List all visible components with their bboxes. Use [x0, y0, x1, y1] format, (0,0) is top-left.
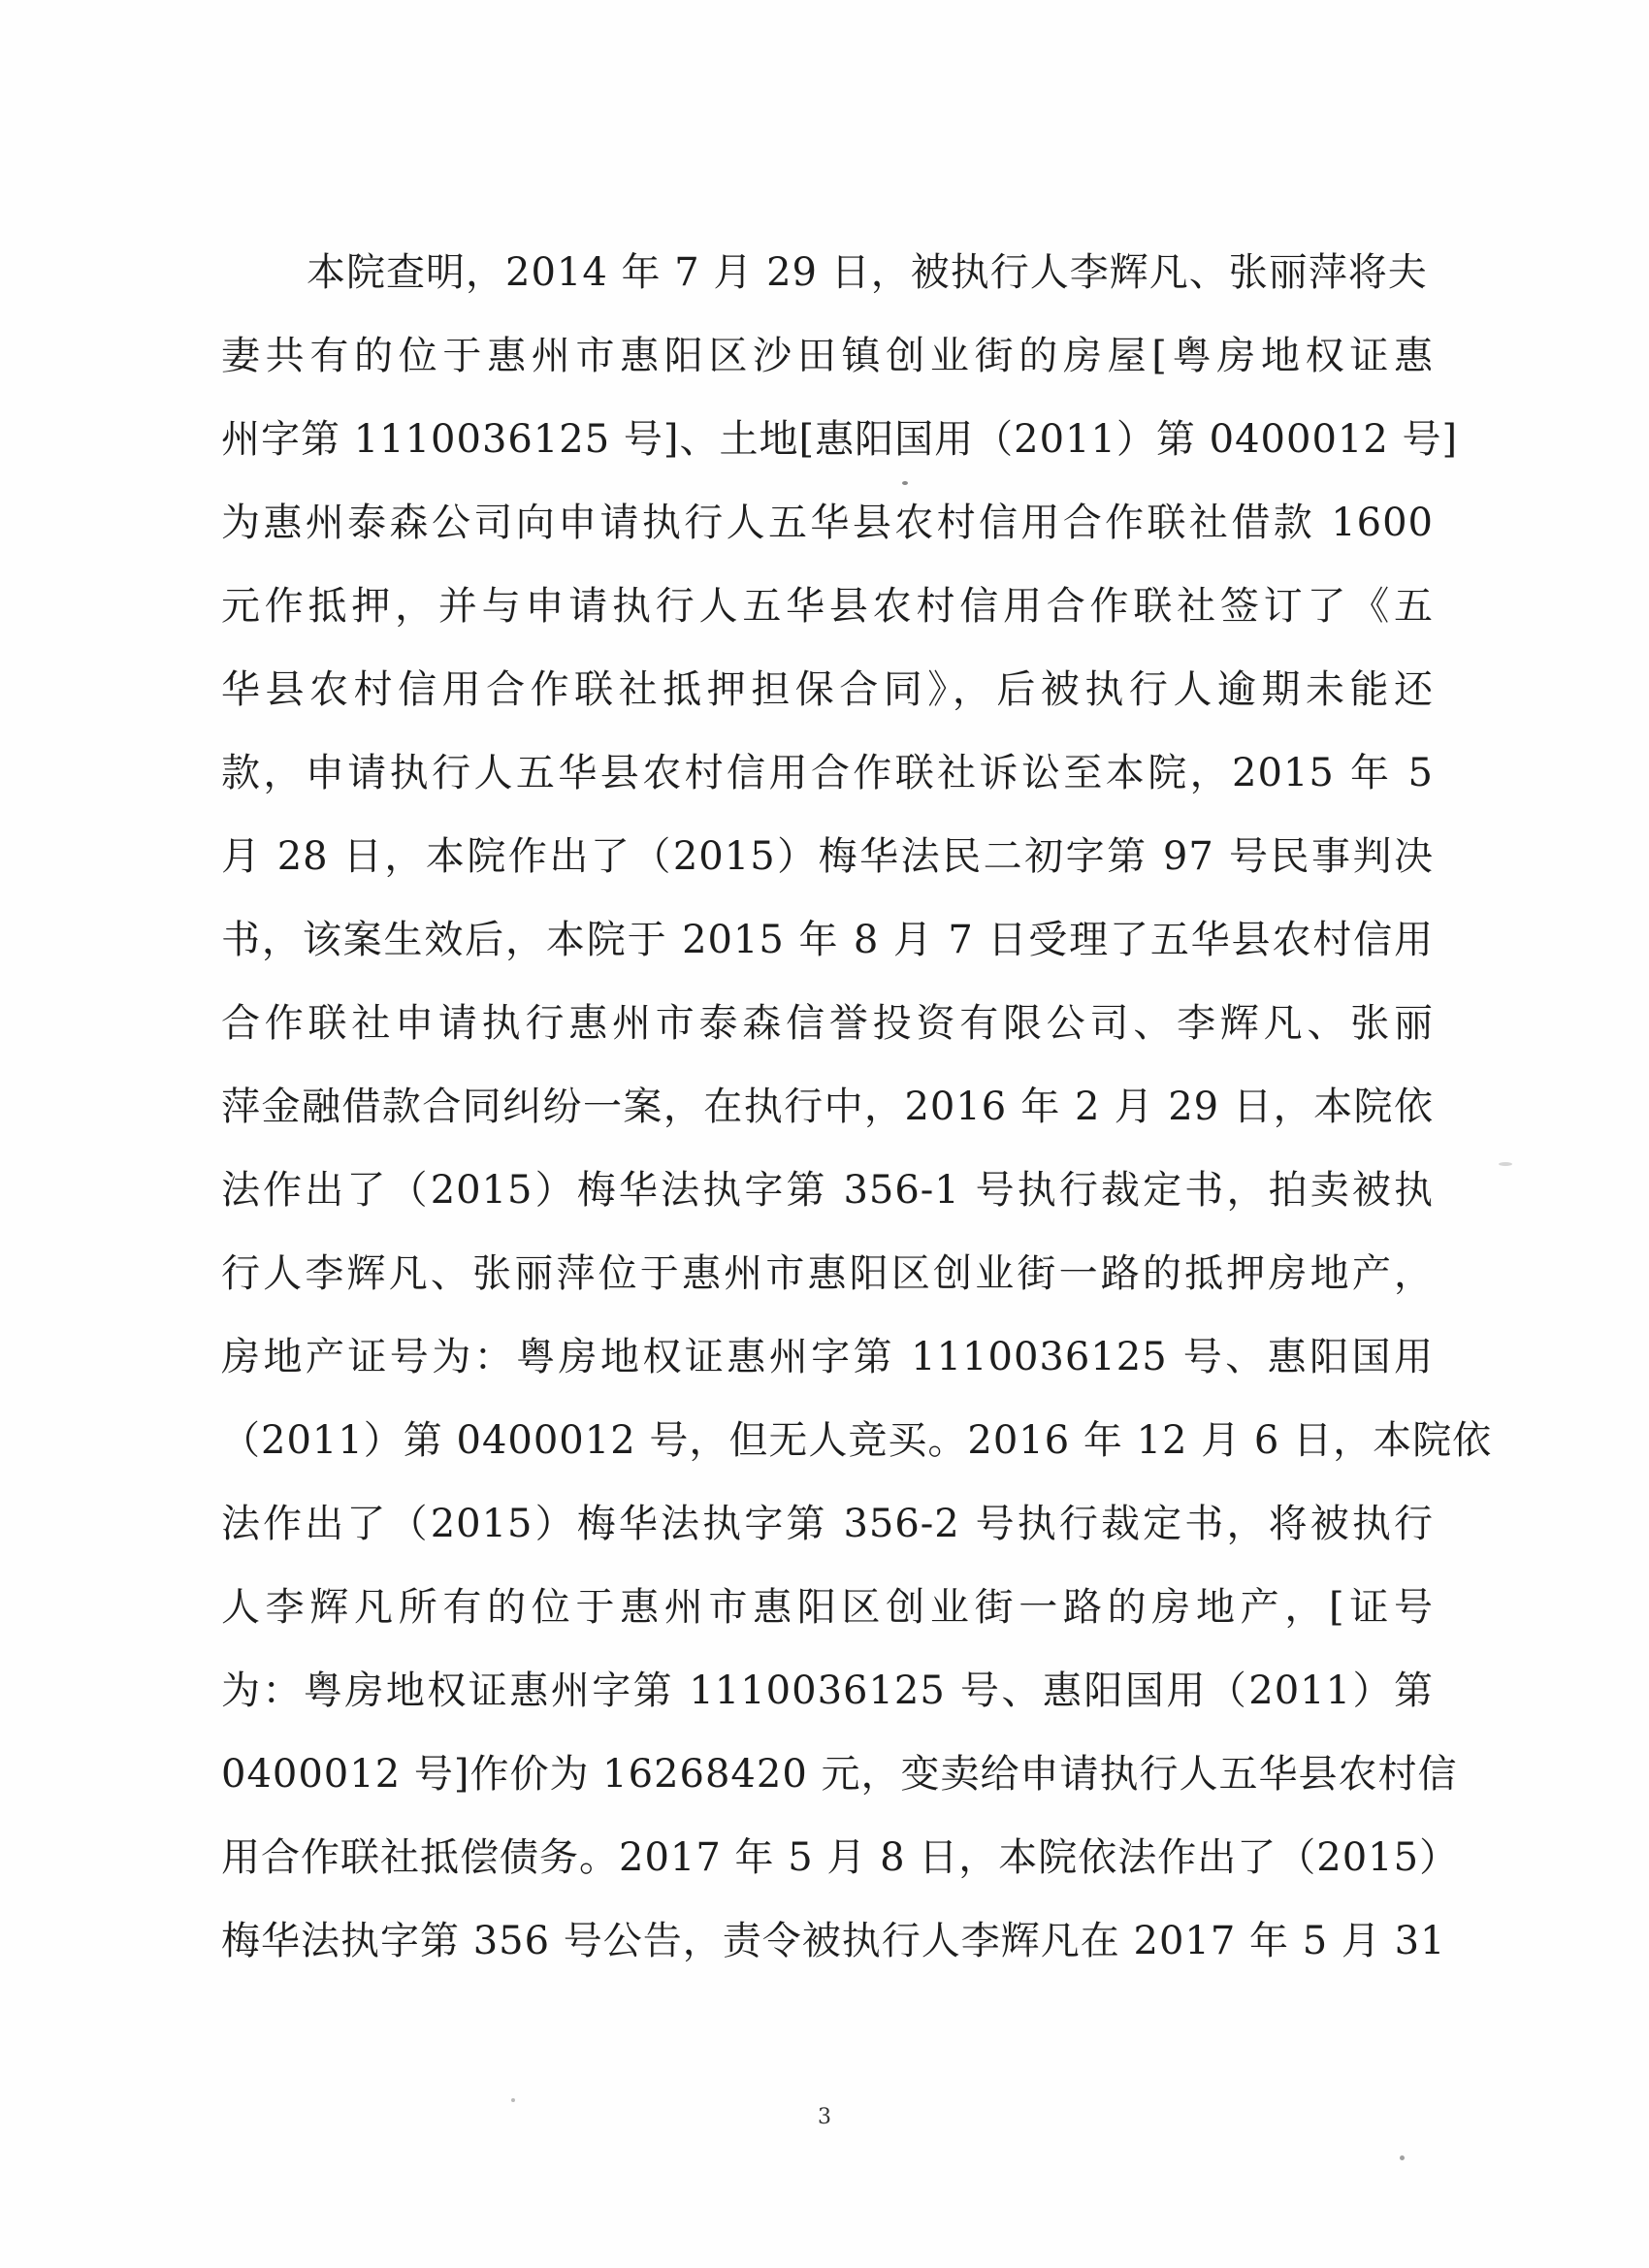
text-line: 行人李辉凡、张丽萍位于惠州市惠阳区创业街一路的抵押房地产，: [221, 1251, 1434, 1296]
text-line: 为：粤房地权证惠州字第 1110036125 号、惠阳国用（2011）第: [221, 1669, 1434, 1713]
text-line: 用合作联社抵偿债务。2017 年 5 月 8 日，本院依法作出了（2015）: [221, 1835, 1460, 1880]
text-line: 法作出了（2015）梅华法执字第 356-1 号执行裁定书，拍卖被执: [221, 1168, 1434, 1213]
text-line: 房地产证号为：粤房地权证惠州字第 1110036125 号、惠阳国用: [221, 1335, 1434, 1379]
page-number: 3: [818, 2105, 831, 2129]
text-line: 华县农村信用合作联社抵押担保合同》，后被执行人逾期未能还: [221, 667, 1434, 712]
text-line: 州字第 1110036125 号]、土地[惠阳国用（2011）第 0400012 号]: [221, 417, 1459, 462]
scan-speck: [1400, 2155, 1405, 2160]
text-line: 款，申请执行人五华县农村信用合作联社诉讼至本院，2015 年 5: [221, 751, 1434, 795]
text-line: 本院查明，2014 年 7 月 29 日，被执行人李辉凡、张丽萍将夫: [307, 250, 1428, 295]
text-line: 为惠州泰森公司向申请执行人五华县农村信用合作联社借款 1600: [221, 501, 1434, 545]
scan-speck: [511, 2098, 515, 2102]
scan-speck: [1499, 1162, 1512, 1166]
text-line: 法作出了（2015）梅华法执字第 356-2 号执行裁定书，将被执行: [221, 1502, 1434, 1546]
text-line: 月 28 日，本院作出了（2015）梅华法民二初字第 97 号民事判决: [221, 834, 1434, 879]
text-line: （2011）第 0400012 号，但无人竞买。2016 年 12 月 6 日，本院依: [221, 1418, 1493, 1463]
text-line: 书，该案生效后，本院于 2015 年 8 月 7 日受理了五华县农村信用: [221, 918, 1434, 962]
body-paragraph: [221, 231, 1493, 1983]
text-line: 梅华法执字第 356 号公告，责令被执行人李辉凡在 2017 年 5 月 31: [221, 1919, 1446, 1963]
text-line: 元作抵押，并与申请执行人五华县农村信用合作联社签订了《五: [221, 584, 1434, 629]
text-line: 妻共有的位于惠州市惠阳区沙田镇创业街的房屋[粤房地权证惠: [221, 334, 1434, 378]
scan-speck: [902, 481, 908, 485]
text-line: 合作联社申请执行惠州市泰森信誉投资有限公司、李辉凡、张丽: [221, 1001, 1434, 1046]
text-line: 人李辉凡所有的位于惠州市惠阳区创业街一路的房地产，[证号: [221, 1585, 1434, 1630]
text-line: 0400012 号]作价为 16268420 元，变卖给申请执行人五华县农村信: [221, 1752, 1458, 1797]
text-line: 萍金融借款合同纠纷一案，在执行中，2016 年 2 月 29 日，本院依: [221, 1085, 1434, 1129]
